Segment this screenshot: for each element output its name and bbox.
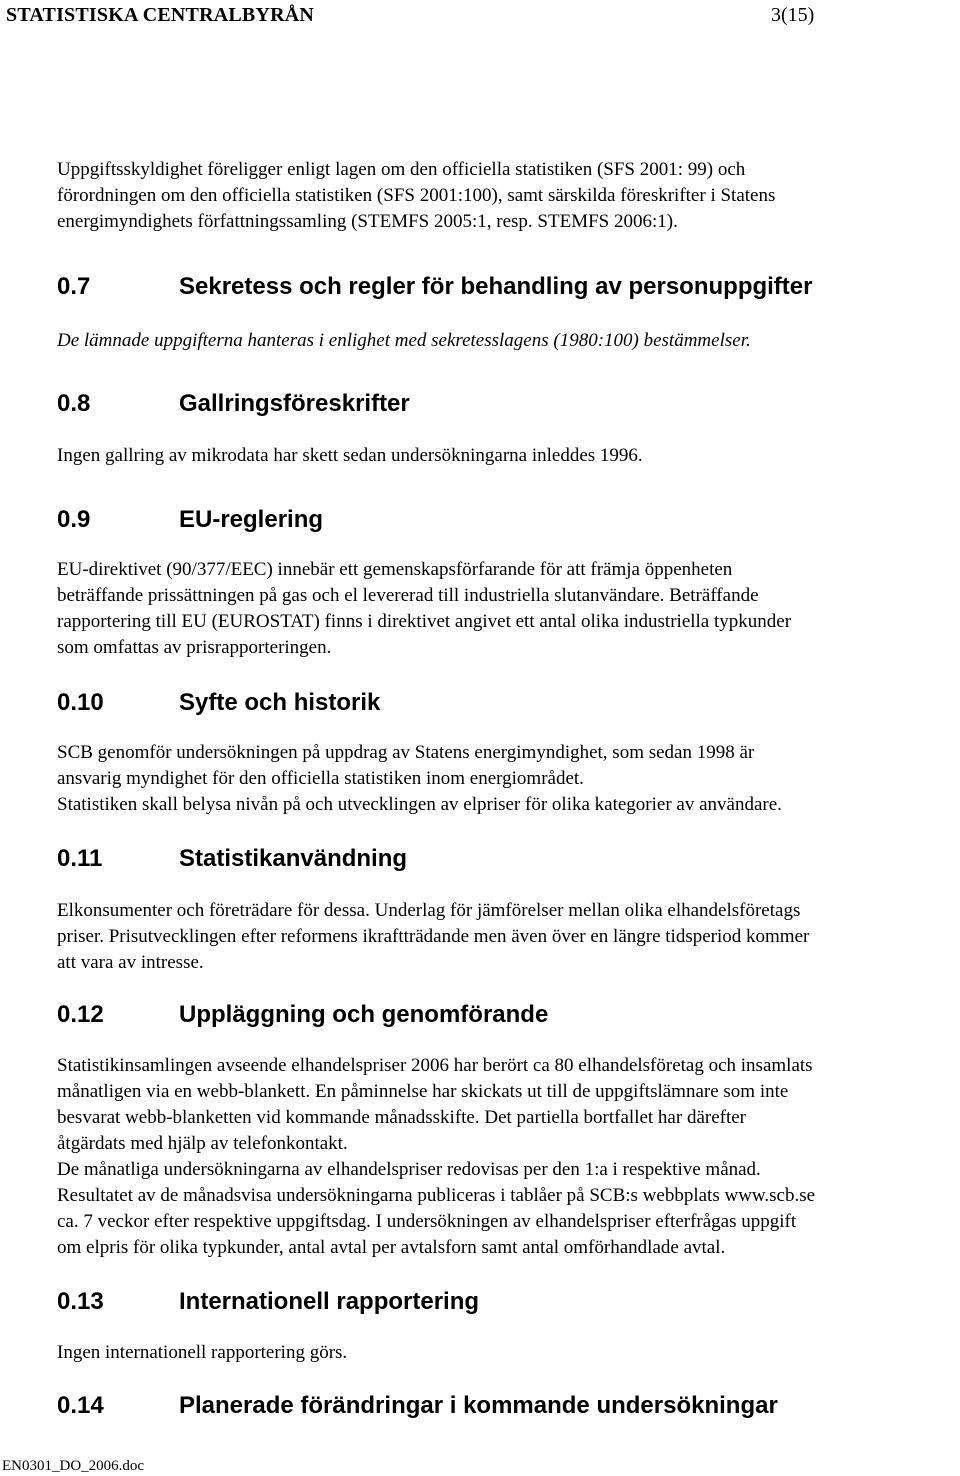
text-line: Ingen gallring av mikrodata har skett sedan undersökningarna inleddes 1996. (57, 445, 643, 466)
text-line: De månatliga undersökningarna av elhandelspriser redovisas per den 1:a i respektive månad. (57, 1159, 761, 1180)
text-line: rapportering till EU (EUROSTAT) finns i direktivet angivet ett antal olika industriella typkunder (57, 611, 792, 632)
section-title: Planerade förändringar i kommande undersökningar (179, 1392, 778, 1419)
section-number: 0.14 (57, 1392, 104, 1419)
section-title: Sekretess och regler för behandling av personuppgifter (179, 273, 813, 300)
text-line: besvarat webb-blanketten vid kommande månadsskifte. Det partiella bortfallet har därefter (57, 1107, 747, 1128)
text-line: Resultatet av de månadsvisa undersökningarna publiceras i tablåer på SCB:s webbplats www.scb.se (57, 1185, 816, 1206)
section-body-0-8 (57, 443, 960, 469)
text-line: Statistiken skall belysa nivån på och utvecklingen av elpriser för olika kategorier av användare. (57, 794, 782, 815)
text-line: EU-direktivet (90/377/EEC) innebär ett gemenskapsförfarande för att främja öppenheten (57, 559, 733, 580)
section-heading-0-11 (57, 844, 407, 874)
section-title: Gallringsföreskrifter (179, 390, 410, 417)
section-title: Syfte och historik (179, 689, 381, 716)
text-line: åtgärdats med hjälp av telefonkontakt. (57, 1133, 348, 1154)
section-body-0-11 (57, 898, 960, 976)
text-line: Ingen internationell rapportering görs. (57, 1342, 348, 1363)
text-line: ansvarig myndighet för den officiella statistiken inom energiområdet. (57, 768, 584, 789)
text-line: Statistikinsamlingen avseende elhandelspriser 2006 har berört ca 80 elhandelsföretag och insamlats (57, 1055, 813, 1076)
text-line: förordningen om den officiella statistiken (SFS 2001:100), samt särskilda föreskrifter i Statens (57, 185, 776, 206)
text-line: som omfattas av prisrapporteringen. (57, 637, 332, 658)
footer-filename: EN0301_DO_2006.doc (2, 1458, 145, 1474)
section-title: Uppläggning och genomförande (179, 1001, 549, 1028)
text-line: Elkonsumenter och företrädare för dessa. Underlag för jämförelser mellan olika elhandelsföretags (57, 900, 801, 921)
section-heading-0-7 (57, 272, 812, 302)
text-line: månatligen via en webb-blankett. En påminnelse har skickats ut till de uppgiftslämnare som inte (57, 1081, 789, 1102)
text-line: att vara av intresse. (57, 952, 204, 973)
organization-name: STATISTISKA CENTRALBYRÅN (6, 4, 315, 26)
text-line: beträffande prissättningen på gas och el levererad till industriella slutanvändare. Beträffande (57, 585, 759, 606)
section-number: 0.10 (57, 689, 104, 716)
section-body-0-9 (57, 557, 960, 661)
section-heading-0-8 (57, 389, 410, 419)
section-title: EU-reglering (179, 506, 324, 533)
intro-paragraph (57, 157, 960, 235)
section-title: Internationell rapportering (179, 1288, 480, 1315)
section-body-0-7 (57, 328, 960, 354)
section-heading-0-13 (57, 1287, 479, 1317)
text-line: SCB genomför undersökningen på uppdrag av Statens energimyndighet, som sedan 1998 är (57, 742, 755, 763)
text-line: energimyndighets författningssamling (STEMFS 2005:1, resp. STEMFS 2006:1). (57, 211, 678, 232)
section-body-0-10 (57, 740, 960, 818)
section-heading-0-14 (57, 1391, 778, 1421)
page-number: 3(15) (771, 4, 815, 26)
section-number: 0.7 (57, 273, 91, 300)
section-heading-0-12 (57, 1000, 548, 1030)
text-line: De lämnade uppgifterna hanteras i enlighet med sekretesslagens (1980:100) bestämmelser. (57, 330, 751, 351)
section-number: 0.8 (57, 390, 91, 417)
section-number: 0.9 (57, 506, 91, 533)
section-number: 0.11 (57, 845, 103, 872)
section-title: Statistikanvändning (179, 845, 408, 872)
text-line: ca. 7 veckor efter respektive uppgiftsdag. I undersökningen av elhandelspriser efterfrågas uppgift (57, 1211, 797, 1232)
section-heading-0-9 (57, 505, 323, 535)
section-number: 0.13 (57, 1288, 104, 1315)
section-number: 0.12 (57, 1001, 104, 1028)
text-line: Uppgiftsskyldighet föreligger enligt lagen om den officiella statistiken (SFS 2001: 99) och (57, 159, 746, 180)
section-body-0-13 (57, 1340, 960, 1366)
section-heading-0-10 (57, 688, 380, 718)
text-line: om elpris för olika typkunder, antal avtal per avtalsforn samt antal omförhandlade avtal. (57, 1237, 726, 1258)
text-line: priser. Prisutvecklingen efter reformens ikraftträdande men även över en längre tidsperiod kommer (57, 926, 810, 947)
section-body-0-12 (57, 1053, 960, 1261)
